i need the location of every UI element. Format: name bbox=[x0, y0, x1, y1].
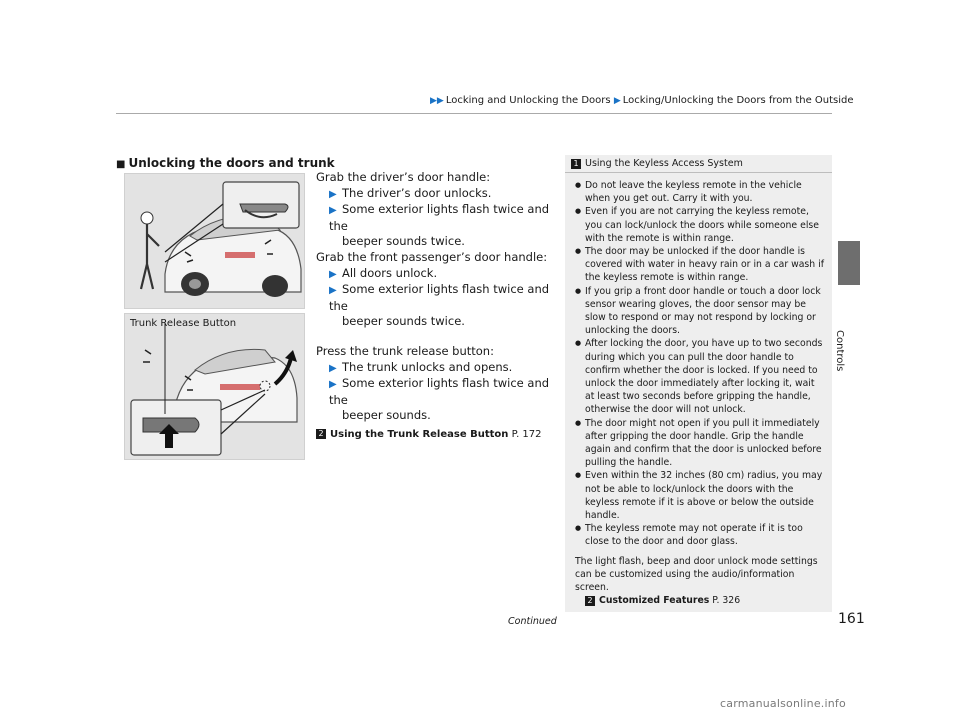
driver-instruction: Grab the driver’s door handle: bbox=[316, 170, 491, 184]
result-arrow-icon: ▶ bbox=[329, 379, 337, 391]
door-handle-illustration bbox=[124, 173, 305, 309]
breadcrumb-arrow-icon: ▶ bbox=[613, 96, 621, 106]
result-arrow-icon: ▶ bbox=[329, 268, 337, 280]
customization-note: The light flash, beep and door unlock mode settings can be customized using the audio/information screen. bbox=[575, 555, 818, 594]
trunk-release-xref-link[interactable]: 2 Using the Trunk Release Button P. 172 bbox=[316, 427, 556, 443]
continued-label: Continued bbox=[508, 616, 557, 627]
notes-list bbox=[565, 173, 832, 549]
driver-result: ▶ Some exterior lights flash twice and the bbox=[329, 202, 550, 233]
breadcrumb-item-1[interactable]: Locking and Unlocking the Doors bbox=[445, 95, 611, 106]
passenger-instruction: Grab the front passenger’s door handle: bbox=[316, 249, 548, 264]
list-item: ● After locking the door, you have up to two seconds during which you can pull the door handle to confirm whether the door is locked. If you need to unlock the door immediately after locking it, wait at least two seconds before gripping the handle, otherwise the door will not unlock. bbox=[575, 337, 826, 416]
result-arrow-icon: ▶ bbox=[329, 362, 337, 374]
section-square-icon: ■ bbox=[116, 159, 126, 170]
breadcrumb-arrow-icon: ▶▶ bbox=[430, 96, 444, 106]
trunk-result: ▶ Some exterior lights flash twice and the bbox=[329, 376, 550, 407]
section-title-text: Unlocking the doors and trunk bbox=[128, 156, 335, 170]
driver-result: ▶ The driver’s door unlocks. bbox=[316, 186, 556, 203]
breadcrumb-item-2[interactable]: Locking/Unlocking the Doors from the Outside bbox=[622, 95, 854, 106]
result-arrow-icon: ▶ bbox=[329, 285, 337, 297]
cross-reference-icon: 2 bbox=[316, 429, 326, 439]
list-item: ● Even if you are not carrying the keyless remote, you can lock/unlock the doors while someone else with the remote is within range. bbox=[575, 205, 826, 245]
chapter-tab-label: Controls bbox=[834, 330, 845, 372]
cross-reference-icon: 2 bbox=[585, 596, 595, 606]
list-item: ● The door may be unlocked if the door handle is covered with water in heavy rain or in a car wash if the keyless remote is within range. bbox=[575, 245, 826, 285]
passenger-result: ▶ Some exterior lights flash twice and the bbox=[329, 282, 550, 313]
chapter-tab-marker bbox=[838, 241, 860, 285]
list-item: ● Do not leave the keyless remote in the vehicle when you get out. Carry it with you. bbox=[575, 179, 826, 205]
list-item: ● Even within the 32 inches (80 cm) radius, you may not be able to lock/unlock the doors with the keyless remote if it is above or below the outside handle. bbox=[575, 469, 826, 522]
watermark: carmanualsonline.info bbox=[720, 697, 846, 710]
result-arrow-icon: ▶ bbox=[329, 205, 337, 217]
result-arrow-icon: ▶ bbox=[329, 188, 337, 200]
trunk-result-continuation: beeper sounds. bbox=[342, 408, 431, 423]
passenger-result-continuation: beeper sounds twice. bbox=[342, 314, 465, 329]
note-marker-icon: 1 bbox=[571, 159, 581, 169]
list-item: ● If you grip a front door handle or touch a door lock sensor wearing gloves, the door sensor may be slow to respond or may not respond by locking or unlocking the doors. bbox=[575, 285, 826, 338]
keyless-access-notes bbox=[565, 155, 832, 612]
page-number: 161 bbox=[838, 611, 865, 627]
passenger-result: ▶ All doors unlock. bbox=[316, 266, 556, 283]
list-item: ● The door might not open if you pull it immediately after gripping the door handle. Grip the handle again and confirm that the door is unlocked before pulling the handle. bbox=[575, 417, 826, 470]
customized-features-xref-link[interactable]: 2 Customized Features P. 326 bbox=[565, 594, 832, 607]
section-title bbox=[116, 156, 335, 170]
trunk-result: ▶ The trunk unlocks and opens. bbox=[316, 360, 556, 377]
list-item: ● The keyless remote may not operate if it is too close to the door and door glass. bbox=[575, 522, 826, 548]
trunk-release-button-label: Trunk Release Button bbox=[130, 318, 237, 329]
driver-result-continuation: beeper sounds twice. bbox=[342, 234, 465, 249]
trunk-release-illustration bbox=[124, 313, 305, 460]
notes-heading: 1 Using the Keyless Access System bbox=[565, 155, 832, 173]
header-rule bbox=[116, 113, 832, 114]
instructions bbox=[316, 170, 556, 443]
trunk-instruction: Press the trunk release button: bbox=[316, 343, 494, 358]
breadcrumb bbox=[430, 95, 854, 106]
